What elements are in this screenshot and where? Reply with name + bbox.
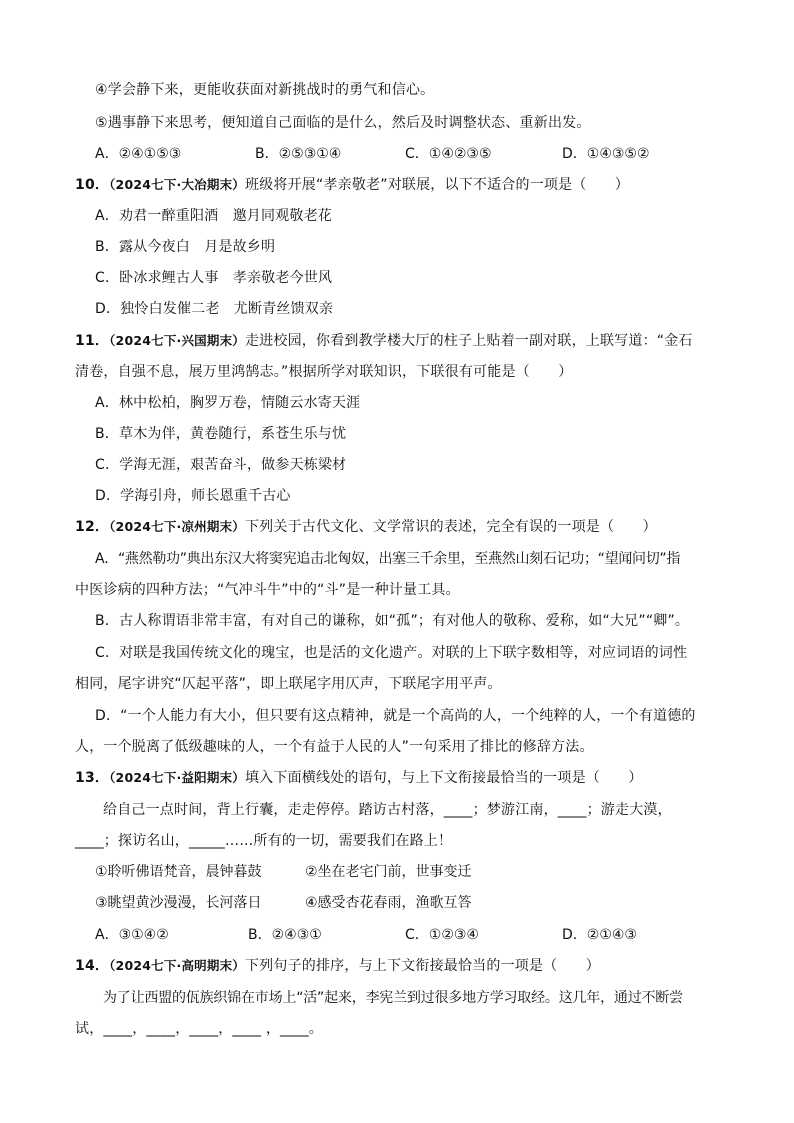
question-number: 11． xyxy=(75,333,110,349)
question-13-item-1: ①聆听佛语梵音，晨钟暮鼓 xyxy=(95,864,262,880)
question-13-option-b: B．②④③① xyxy=(248,927,322,943)
question-10-option-a: A．劝君一醉重阳酒 邀月同观敬老花 xyxy=(95,208,332,224)
question-11-option-c: C．学海无涯，艰苦奋斗，做参天栋梁材 xyxy=(95,457,347,473)
question-13-option-c: C．①②③④ xyxy=(405,927,479,943)
question-13-option-a: A．③①④② xyxy=(95,927,169,943)
question-13-items-row-1 xyxy=(95,862,695,882)
question-13-items-row-2 xyxy=(95,893,695,913)
intro-options xyxy=(95,144,735,164)
question-11-option-d: D．学海引舟，师长恩重千古心 xyxy=(95,488,291,504)
question-13-options xyxy=(95,925,735,945)
question-14-passage-cont: 试，____，____，____，____ ，____。 xyxy=(75,1021,324,1037)
intro-option-a: A．②④①⑤③ xyxy=(95,146,182,162)
question-14-passage: 为了让西盟的佤族织锦在市场上“活”起来，李宪兰到过很多地方学习取经。这几年，通过不断尝 xyxy=(103,990,683,1006)
question-14-stem xyxy=(75,956,600,976)
question-number: 13． xyxy=(75,770,110,786)
question-text: 填入下面横线处的语句，与上下文衔接最恰当的一项是（ ） xyxy=(244,770,643,786)
question-text: 班级将开展“孝亲敬老”对联展，以下不适合的一项是（ ） xyxy=(244,177,630,193)
question-13-passage-cont: ____；探访名山，_____……所有的一切，需要我们在路上！ xyxy=(75,833,453,849)
question-11-stem-cont: 清卷，自强不息，展万里鸿鹄志。”根据所学对联知识，下联很有可能是（ ） xyxy=(75,364,573,380)
intro-option-c: C．①④②③⑤ xyxy=(405,146,492,162)
question-12-option-d: D．“一个人能力有大小，但只要有这点精神，就是一个高尚的人，一个纯粹的人，一个有道德的 xyxy=(95,708,696,724)
question-12-option-c: C．对联是我国传统文化的瑰宝，也是活的文化遗产。对联的上下联字数相等，对应词语的词性 xyxy=(95,645,688,661)
question-number: 14． xyxy=(75,958,110,974)
question-12-option-a-cont: 中医诊病的四种方法；“气冲斗牛”中的“斗”是一种计量工具。 xyxy=(75,582,460,598)
question-source: （2024七下·高明期末） xyxy=(109,958,245,973)
question-13-passage: 给自己一点时间，背上行囊，走走停停。踏访古村落，____；梦游江南，____；游走大漠， xyxy=(103,802,672,818)
question-source: （2024七下·兴国期末） xyxy=(109,333,245,348)
question-12-option-a: A．“燕然勒功”典出东汉大将窦宪追击北匈奴，出塞三千余里，至燕然山刻石记功；“望闻问切”指 xyxy=(95,551,681,567)
question-source: （2024七下·大冶期末） xyxy=(109,177,245,192)
question-source: （2024七下·凉州期末） xyxy=(109,519,245,534)
question-number: 10． xyxy=(75,177,110,193)
intro-option-b: B．②⑤③①④ xyxy=(255,146,342,162)
question-10-option-d: D．独怜白发催二老 尤断青丝馈双亲 xyxy=(95,301,334,317)
intro-item-4: ④学会静下来，更能收获面对新挑战时的勇气和信心。 xyxy=(95,82,435,98)
question-12-option-d-cont: 人，一个脱离了低级趣味的人，一个有益于人民的人”一句采用了排比的修辞方法。 xyxy=(75,739,594,755)
question-source: （2024七下·益阳期末） xyxy=(109,770,245,785)
question-11-stem xyxy=(75,331,693,351)
question-10-option-c: C．卧冰求鲤古人事 孝亲敬老今世风 xyxy=(95,270,333,286)
intro-item-5: ⑤遇事静下来思考，便知道自己面临的是什么，然后及时调整状态、重新出发。 xyxy=(95,115,591,131)
question-13-item-3: ③眺望黄沙漫漫，长河落日 xyxy=(95,895,262,911)
question-10-stem xyxy=(75,175,629,195)
question-13-option-d: D．②①④③ xyxy=(562,927,637,943)
question-10-option-b: B．露从今夜白 月是故乡明 xyxy=(95,239,276,255)
question-12-stem xyxy=(75,517,657,537)
question-text: 下列关于古代文化、文学常识的表述，完全有误的一项是（ ） xyxy=(244,519,657,535)
question-13-item-2: ②坐在老宅门前，世事变迁 xyxy=(305,864,472,880)
question-13-item-4: ④感受杏花春雨，渔歌互答 xyxy=(305,895,472,911)
question-12-option-c-cont: 相同，尾字讲究“仄起平落”，即上联尾字用仄声，下联尾字用平声。 xyxy=(75,676,502,692)
question-13-stem xyxy=(75,768,643,788)
intro-option-d: D．①④③⑤② xyxy=(562,146,650,162)
question-11-option-a: A．林中松柏，胸罗万卷，情随云水寄天涯 xyxy=(95,395,361,411)
question-text: 走进校园，你看到教学楼大厅的柱子上贴着一副对联，上联写道：“金石 xyxy=(244,333,693,349)
question-12-option-b: B．古人称谓语非常丰富，有对自己的谦称，如“孤”；有对他人的敬称、爱称，如“大兄”“卿”。 xyxy=(95,613,690,629)
question-text: 下列句子的排序，与上下文衔接最恰当的一项是（ ） xyxy=(244,958,600,974)
question-number: 12． xyxy=(75,519,110,535)
question-11-option-b: B．草木为伴，黄卷随行，系苍生乐与忧 xyxy=(95,426,347,442)
